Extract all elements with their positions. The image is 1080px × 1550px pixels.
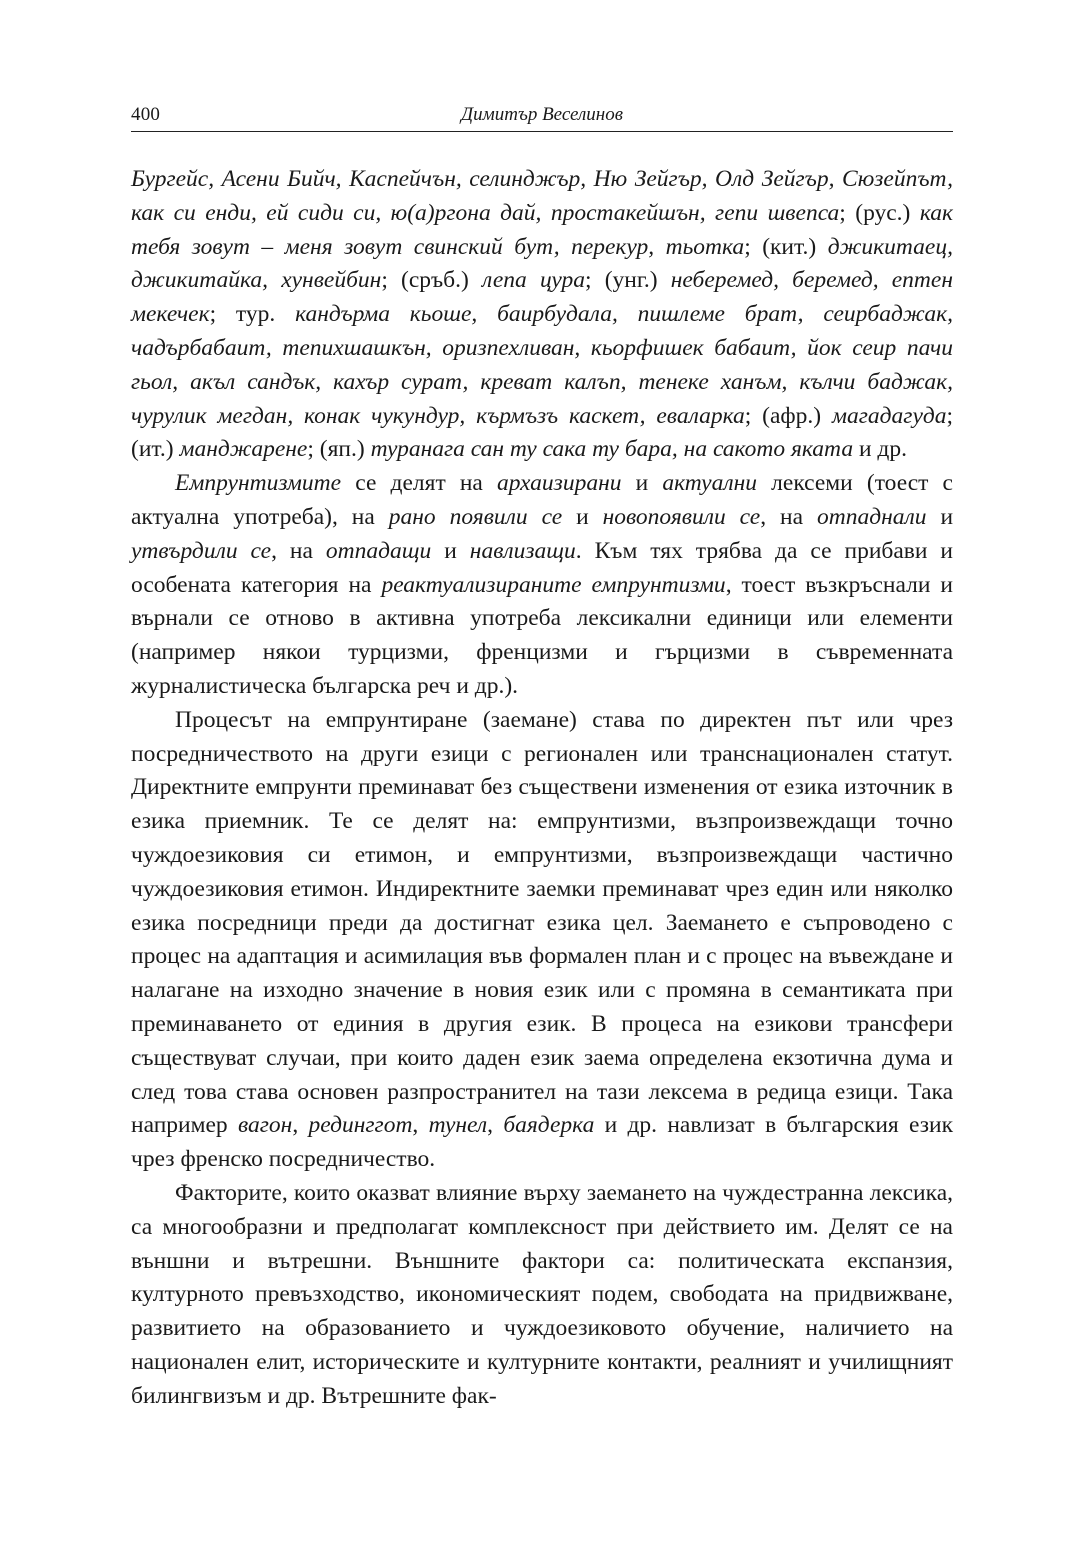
text-run: ; (яп.) <box>307 436 371 463</box>
italic-term: неберемед, беремед, ептен мекечек <box>131 267 953 328</box>
italic-term: баядерка <box>503 1112 595 1139</box>
paragraph <box>131 1177 953 1414</box>
italic-term: рединггот <box>308 1112 413 1139</box>
italic-term: актуални <box>662 470 758 497</box>
italic-term: новопоявили се <box>602 503 761 530</box>
text-run: ; (унг.) <box>585 267 671 294</box>
text-run: , <box>292 1112 309 1139</box>
text-run: и <box>621 470 663 497</box>
italic-term: Емпрунтизмите <box>175 470 342 497</box>
text-run: , <box>487 1112 504 1139</box>
text-run: , на <box>271 537 326 564</box>
paragraph <box>131 467 953 704</box>
italic-term: отпадащи <box>325 537 432 564</box>
text-run: ; (сръб.) <box>381 267 483 294</box>
text-run: ; (ит.) <box>131 402 953 463</box>
page-number: 400 <box>131 104 161 125</box>
text-run: и <box>562 503 603 530</box>
book-page <box>131 98 953 1413</box>
italic-term: туранага сан ту сака ту бара, на сакото яката <box>370 436 854 463</box>
text-run: ; (афр.) <box>744 402 832 429</box>
italic-term: Бургейс, Асени Бийч, Каспейчън, селинджър, Ню Зейгър, Олд Зейгър, Сюзейпът, как си енди, ей сиди си, ю(а)ргона дай, простакейшън, гепи швепса <box>131 166 953 226</box>
text-run: Факторите, които оказват влияние върху заемането на чуждестранна лексика, са многообразни и предполагат комплексност при действието им. Делят се на външни и вътрешни. Външните фактори са: политическата експанзия, културното превъзходство, икономическият подем, свободата на придвижване, развитието на образованието и чуждоезиковото обучение, наличието на национален елит, историческите и културните контакти, реалният и училищният билингвизъм и др. Вътрешните фак- <box>131 1179 953 1409</box>
running-title: Димитър Веселинов <box>461 104 623 125</box>
italic-term: манджарене <box>179 436 308 463</box>
italic-term: как тебя зовут – меня зовут свинский бут, перекур, тьотка <box>131 199 953 260</box>
italic-term: магадагуда <box>831 402 947 429</box>
text-run: и <box>926 503 954 530</box>
paragraph <box>131 704 953 1177</box>
italic-term: рано появили се <box>388 503 563 530</box>
italic-term: реактуализираните емпрунтизми <box>381 571 726 598</box>
text-run: , тоест възкръснали и върнали се отново в активна употреба лексикални единици или елементи (например някои турцизми, френцизми и гърцизми в съвременната журналистическа българска реч и др.). <box>131 571 953 699</box>
italic-term: архаизирани <box>497 470 622 497</box>
text-run: ; (кит.) <box>744 233 828 260</box>
italic-term: кандърма кьоше, баирбудала, пишлеме брат, сеирбаджак, чадърбабаит, тепихшашкън, оризпехливан, кьорфишек бабаит, йок сеир пачи гьол, акъл сандък, кахър сурат, креват калъп, тенеке ханъм, кълчи баджак, чурулик мегдан, конак чукундур, кърмъзъ каскет, еваларка <box>131 301 954 429</box>
text-run: и др. <box>853 436 907 463</box>
text-run: лексеми (тоест с актуална употреба), на <box>131 470 953 530</box>
italic-term: отпаднали <box>816 503 927 530</box>
text-run: ; тур. <box>209 301 296 328</box>
text-run: Процесът на емпрунтиране (заемане) става по директен път или чрез посредничеството на други езици с регионален или транснационален статут. Директните емпрунти преминават без съществени изменения от езика източник в езика приемник. Те се делят на: емпрунтизми, възпроизвеждащи точно чуждоезиковия си етимон, и емпрунтизми, възпроизвеждащи частично чуждоезиковия етимон. Индиректните заемки преминават чрез един или няколко езика посредници преди да достигнат езика цел. Заемането е съпроводено с процес на адаптация и асимилация във формален план и с процес на въвеждане и налагане на изходно значение в новия език или с промяна в семантиката при преминаването от единия в другия език. В процеса на езикови трансфери съществуват случаи, при които даден език заема определена екзотична дума и след това става основен разпространител на тази лексема в редица езици. Така например <box>131 706 953 1139</box>
italic-term: джикитаец, джикитайка, хунвейбин <box>131 233 953 294</box>
text-run: и <box>431 537 470 564</box>
text-run: се делят на <box>341 470 498 497</box>
text-run: и др. навлизат в българския език чрез френско посредничество. <box>131 1112 954 1173</box>
page-header <box>131 98 953 132</box>
paragraph <box>131 163 953 467</box>
text-run: , <box>412 1112 429 1139</box>
text-run: . Към тях трябва да се прибави и особената категория на <box>131 537 954 598</box>
italic-term: лепа цура <box>482 267 586 294</box>
italic-term: тунел <box>428 1112 488 1139</box>
body-text <box>131 163 953 1413</box>
italic-term: утвърдили се <box>131 537 272 564</box>
text-run: , на <box>760 503 817 530</box>
text-run: ; (рус.) <box>839 199 920 226</box>
italic-term: навлизащи <box>469 537 576 564</box>
italic-term: вагон <box>237 1112 293 1139</box>
